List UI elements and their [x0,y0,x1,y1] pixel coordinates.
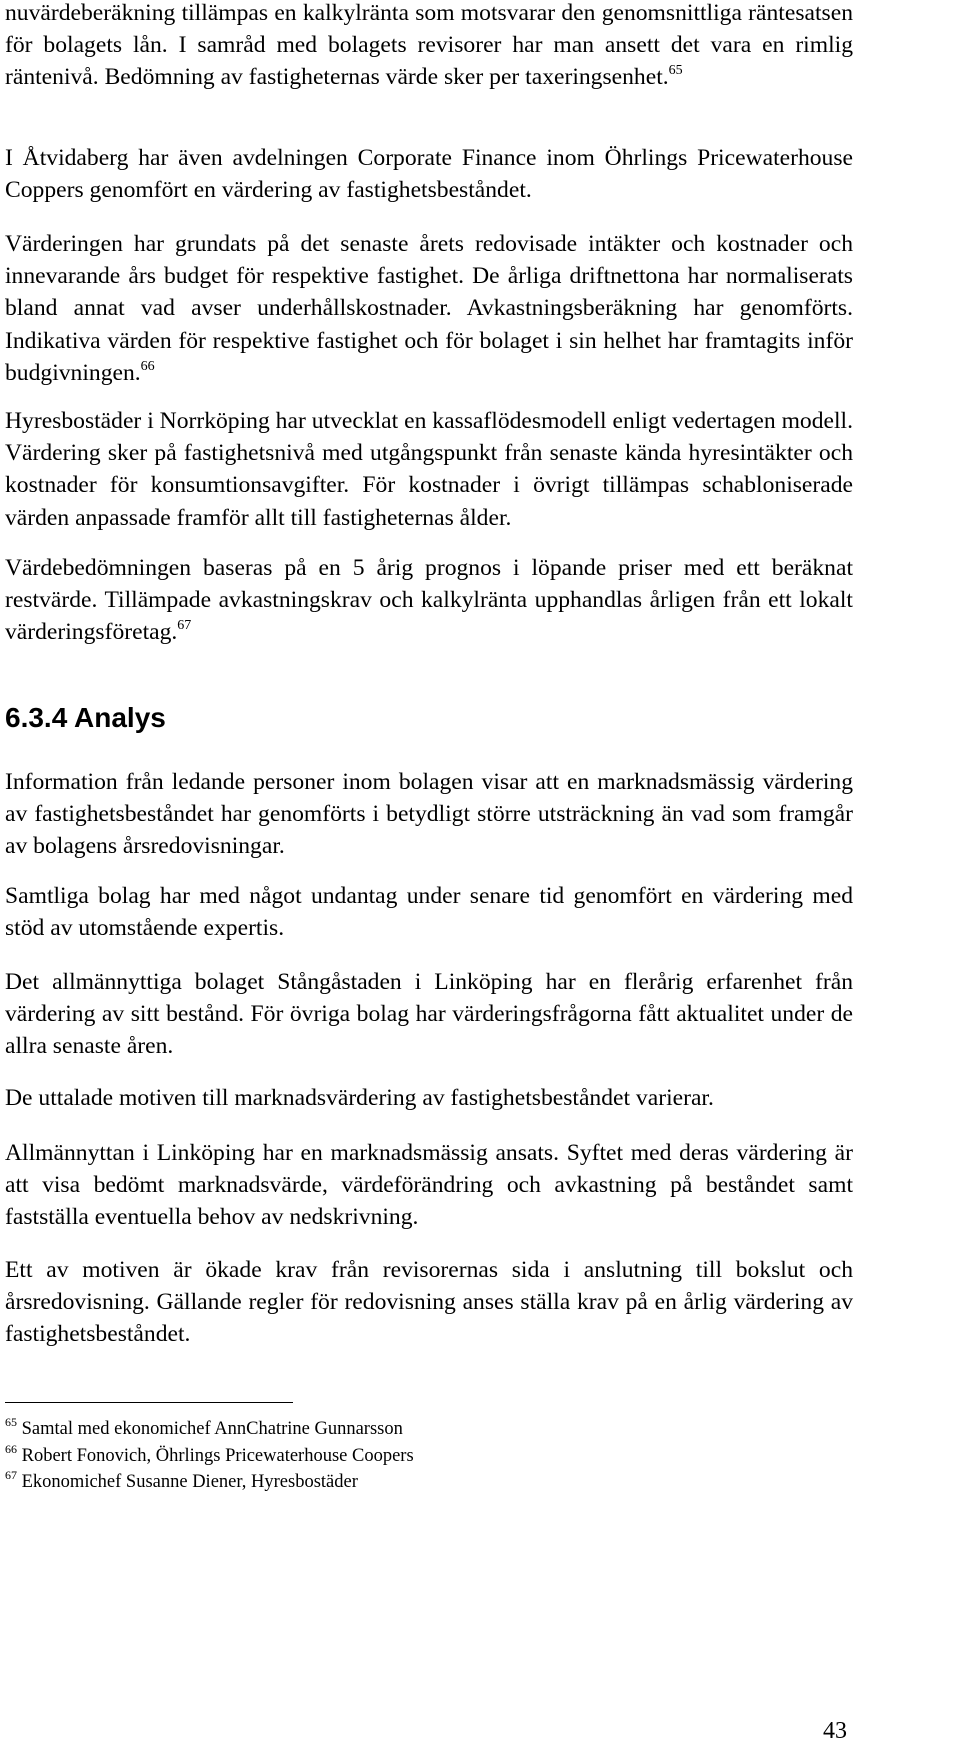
footnote-item [5,1443,853,1470]
paragraph-atvidaberg [5,142,853,206]
paragraph-valuation-method [5,0,853,94]
paragraph-text: nuvärdeberäkning tillämpas en kalkylränta som motsvarar den genomsnittliga räntesatsen för bolagets lån. I samråd med bolagets revisorer har man ansett det vara en rimlig räntenivå. Bedömning av fastigheternas värde sker per taxeringsenhet. [5,0,853,91]
paragraph-analysis-motives [5,1082,853,1114]
paragraph-valuation-basis [5,228,853,389]
section-heading: 6.3.4 Analys [5,702,166,733]
paragraph-text: Information från ledande personer inom bolagen visar att en marknadsmässig värdering av fastighetsbeståndet har genomförts i betydligt större utsträckning än vad som framgår av bolagens årsredovisningar. [5,769,853,860]
footnote-text: Robert Fonovich, Öhrlings Pricewaterhouse Coopers [21,1445,414,1466]
footnote-reference: 66 [140,358,155,374]
paragraph-text: Samtliga bolag har med något undantag under senare tid genomfört en värdering med stöd av utomstående expertis. [5,883,853,942]
paragraph-text: Värdebedömningen baseras på en 5 årig prognos i löpande priser med ett beräknat restvärde. Tillämpade avkastningskrav och kalkylränta upphandlas årligen från ett lokalt värderingsföretag. [5,555,853,646]
paragraph-analysis-auditors [5,1254,853,1351]
paragraph-text: Allmännyttan i Linköping har en marknadsmässig ansats. Syftet med deras värdering är att visa bedömt marknadsvärde, värdeförändring och avkastning på beståndet samt fastställa eventuella behov av nedskrivning. [5,1140,853,1231]
paragraph-analysis-information [5,766,853,863]
paragraph-text: Hyresbostäder i Norrköping har utvecklat en kassaflödesmodell enligt vedertagen modell. Värdering sker på fastighetsnivå med utgångspunkt från senaste kända hyresintäkter och kostnader för konsumtionsavgifter. För kostnader i övrigt tillämpas schabloniserade värden anpassade framför allt till fastigheternas ålder. [5,408,853,531]
paragraph-hyresbostader [5,405,853,534]
page-number: 43 [823,1718,847,1744]
footnote-item [5,1416,853,1443]
paragraph-analysis-all-companies [5,880,853,944]
paragraph-analysis-stangastaden [5,966,853,1063]
footnote-text: Samtal med ekonomichef AnnChatrine Gunnarsson [21,1419,403,1439]
footnote-text: Ekonomichef Susanne Diener, Hyresbostäder [21,1472,358,1493]
footnote-reference: 67 [177,618,192,634]
footnotes [5,1416,853,1496]
footnote-separator [5,1402,293,1403]
paragraph-prognosis [5,552,853,649]
paragraph-analysis-linkoping [5,1137,853,1234]
footnote-reference: 65 [668,63,683,79]
footnote-item [5,1469,853,1496]
paragraph-text: Det allmännyttiga bolaget Stångåstaden i Linköping har en flerårig erfarenhet från värdering av sitt bestånd. För övriga bolag har värderingsfrågorna fått aktualitet under de allra senaste åren. [5,969,853,1060]
footnote-number: 65 [5,1415,17,1429]
footnote-number: 66 [5,1441,17,1456]
footnote-number: 67 [5,1468,17,1483]
paragraph-text: Ett av motiven är ökade krav från revisorernas sida i anslutning till bokslut och årsredovisning. Gällande regler för redovisning anses ställa krav på en årlig värdering av fastighetsbeståndet. [5,1257,853,1348]
paragraph-text: Värderingen har grundats på det senaste årets redovisade intäkter och kostnader och innevarande års budget för respektive fastighet. De årliga driftnettona har normaliserats bland annat vad avser underhållskostnader. Avkastningsberäkning har genomförts. Indikativa värden för respektive fastighet och för bolaget i sin helhet har framtagits inför budgivningen. [5,231,853,386]
paragraph-text: I Åtvidaberg har även avdelningen Corporate Finance inom Öhrlings Pricewaterhouse Coppers genomfört en värdering av fastighetsbeståndet. [5,145,853,204]
paragraph-text: De uttalade motiven till marknadsvärdering av fastighetsbeståndet varierar. [5,1085,714,1111]
